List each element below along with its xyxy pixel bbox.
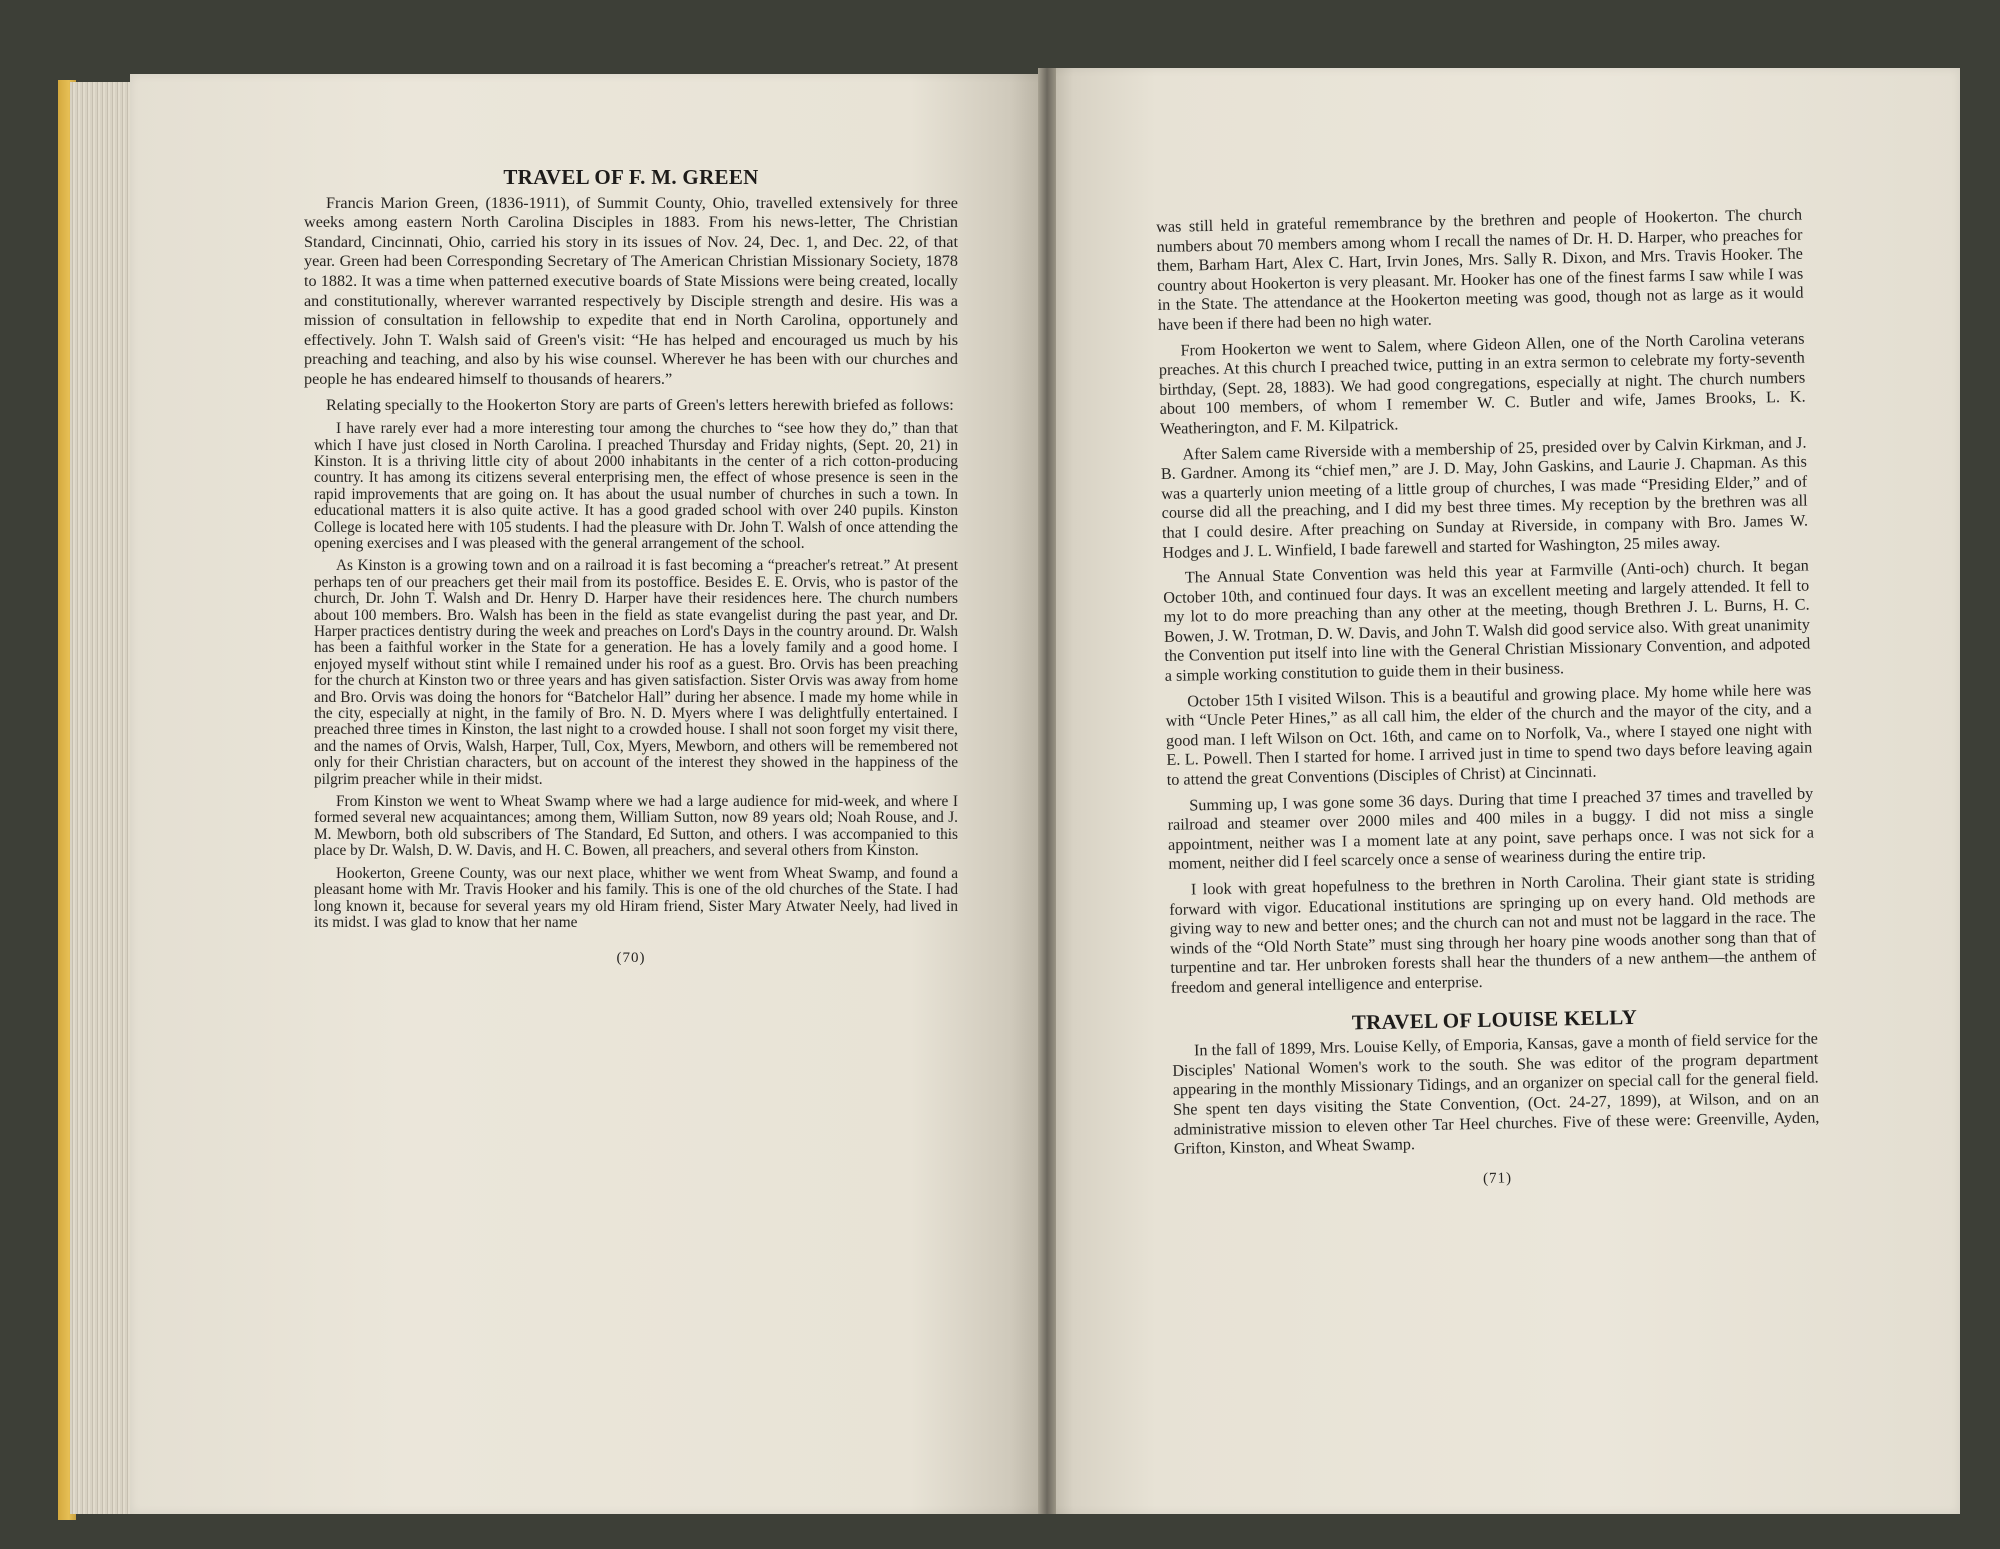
body-paragraph: Summing up, I was gone some 36 days. During that time I preached 37 times and travelled by railroad and steamer over 2000 miles and 400 miles in a buggy. I did not miss a single appointment, neither was I a moment late at any point, save perhaps once. I was not sick for a moment, neither did I feel scarcely once a sense of weariness during the entire trip. [1167, 784, 1815, 874]
intro-paragraph: Relating specially to the Hookerton Story are parts of Green's letters herewith briefed as follows: [326, 395, 954, 414]
quote-paragraph: I have rarely ever had a more interesting tour among the churches to “see how they do,” than that which I have just closed in North Carolina. I preached Thursday and Friday nights, (Sept. 20, 21) in Kinston. It is a thriving little city of about 2000 inhabitants in the center of a rich cotton-producing country. It has among its citizens several enterprising men, the effect of whose presence is seen in the rapid improvements that are going on. It has about the usual number of churches in such a town. In educational matters it is also quite active. It has a good graded school with over 240 pupils. Kinston College is located here with 105 students. I had the pleasure with Dr. John T. Walsh of once attending the opening exercises and I was pleased with the general arrangement of the school. [314, 420, 958, 552]
right-page-content [1156, 206, 1821, 1196]
page-number-70: (70) [616, 950, 646, 967]
body-paragraph: I look with great hopefulness to the brethren in North Carolina. Their giant state is striding forward with vigor. Educational institutions are springing up on every hand. Old methods are giving way to new and better ones; and the church can not and must not be laggard in the race. The winds of the “Old North State” must sing through her hoary pine woods another song than that of turpentine and tar. Her unbroken forests shall hear the thunders of a new anthem—the anthem of freedom and general intelligence and enterprise. [1169, 868, 1817, 997]
kelly-article-title: TRAVEL OF LOUISE KELLY [1351, 1004, 1638, 1034]
left-page [130, 74, 1048, 1514]
left-page-content [304, 165, 958, 969]
letter-excerpt [314, 421, 958, 931]
right-page [1046, 68, 1960, 1514]
quote-paragraph: As Kinston is a growing town and on a railroad it is fast becoming a “preacher's retreat.” At present perhaps ten of our preachers get their mail from its postoffice. Besides E. E. Orvis, who is pastor of the church, Dr. John T. Walsh and Dr. Henry D. Harper have their residences here. The church numbers about 100 members. Bro. Walsh has been in the field as state evangelist during the past year, and Dr. Harper practices dentistry during the week and preaches on Lord's Days in the country around. Dr. Walsh has been a faithful worker in the State for a generation. He has a lovely family and a good home. I enjoyed myself without stint while I remained under his roof as a guest. Bro. Orvis has been preaching for the church at Kinston two or three years and has given satisfaction. Sister Orvis was away from home and Bro. Orvis was doing the honors for “Batchelor Hall” during her absence. I made my home while in the city, especially at night, in the family of Bro. N. D. Myers where I was delightfully entertained. I preached three times in Kinston, the last night to a crowded house. I shall not soon forget my visit there, and the names of Orvis, Walsh, Harper, Tull, Cox, Myers, Mewborn, and others will be remembered not only for their Christian characters, but on account of the interest they showed in the happiness of the pilgrim preacher while in their midst. [314, 557, 958, 788]
body-paragraph: After Salem came Riverside with a membership of 25, presided over by Calvin Kirkman, and J. B. Gardner. Among its “chief men,” are J. D. May, John Gaskins, and Laurie J. Chapman. As this was a quarterly union meeting of a little group of churches, I was made “Presiding Elder,” and of course did all the preaching, and I did my best three times. My reception by the brethren was all that I could desire. After preaching on Sunday at Riverside, in company with Bro. James W. Hodges and J. L. Winfield, I bade farewell and started for Washington, 25 miles away. [1160, 433, 1809, 562]
kelly-paragraph: In the fall of 1899, Mrs. Louise Kelly, of Emporia, Kansas, gave a month of field service for the Disciples' National Women's work to the south. She was editor of the program department appearing in the monthly Missionary Tidings, and an organizer on special call for the general field. She spent ten days visiting the State Convention, (Oct. 24-27, 1899), at Wilson, and on an administrative mission to eleven other Tar Heel churches. Five of these were: Greenville, Ayden, Grifton, Kinston, and Wheat Swamp. [1172, 1029, 1820, 1158]
book-gutter [1038, 68, 1056, 1514]
continued-paragraph: was still held in grateful remembrance by the brethren and people of Hookerton. The church numbers about 70 members among whom I recall the names of Dr. H. D. Harper, who preaches for them, Barham Hart, Alex C. Hart, Irvin Jones, Mrs. Sally R. Dixon, and Mrs. Travis Hooker. The country about Hookerton is very pleasant. Mr. Hooker has one of the finest farms I saw while I was in the State. The attendance at the Hookerton meeting was good, though not as large as it would have been if there had been no high water. [1156, 205, 1804, 334]
page-number-71: (71) [1482, 1170, 1513, 1187]
intro-paragraph: Francis Marion Green, (1836-1911), of Summit County, Ohio, travelled extensively for three weeks among eastern North Carolina Disciples in 1883. From his news-letter, The Christian Standard, Cincinnati, Ohio, carried his story in its issues of Nov. 24, Dec. 1, and Dec. 22, of that year. Green had been Corresponding Secretary of The American Christian Missionary Society, 1878 to 1882. It was a time when patterned executive boards of State Missions were being created, locally and constitutionally, wherever warranted respectively by Disciple strength and desire. His was a mission of consultation in fellowship to expedite that end in North Carolina, opportunely and effectively. John T. Walsh said of Green's visit: “He has helped and encouraged us much by his preaching and teaching, and also by his wise counsel. Wherever he has been with our churches and people he has endeared himself to thousands of hearers.” [304, 193, 958, 388]
quote-paragraph: From Kinston we went to Wheat Swamp where we had a large audience for mid-week, and where I formed several new acquaintances; among them, William Sutton, now 89 years old; Noah Rouse, and J. M. Mewborn, both old subscribers of The Standard, Ed Sutton, and others. I was accompanied to this place by Dr. Walsh, D. W. Davis, and H. C. Bowen, all preachers, and several others from Kinston. [314, 793, 958, 860]
body-paragraph: The Annual State Convention was held this year at Farmville (Anti-och) church. It began October 10th, and continued four days. It was an excellent meeting and largely attended. It fell to my lot to do more preaching than any other at the meeting, though Brethren J. L. Burns, H. C. Bowen, J. W. Trotman, D. W. Davis, and John T. Walsh did good service also. With great unanimity the Convention put itself into line with the General Christian Missionary Convention, and adpoted a simple working constitution to guide them in their business. [1163, 556, 1811, 685]
green-article-title: TRAVEL OF F. M. GREEN [503, 165, 759, 189]
body-paragraph: October 15th I visited Wilson. This is a beautiful and growing place. My home while here was with “Uncle Peter Hines,” as all call him, the elder of the church and the mayor of the city, and a good man. I left Wilson on Oct. 16th, and came on to Norfolk, Va., where I stayed one night with E. L. Powell. Then I started for home. I arrived just in time to spend two days before leaving again to attend the great Conventions (Disciples of Christ) at Cincinnati. [1165, 680, 1813, 789]
body-paragraph: From Hookerton we went to Salem, where Gideon Allen, one of the North Carolina veterans preaches. At this church I preached twice, putting in an extra sermon to celebrate my forty-seventh birthday, (Sept. 28, 1883). We had good congregations, especially at night. The church numbers about 100 members, of whom I remember W. C. Butler and wife, James Brooks, L. K. Weatherington, and F. M. Kilpatrick. [1158, 329, 1806, 438]
quote-paragraph: Hookerton, Greene County, was our next place, whither we went from Wheat Swamp, and found a pleasant home with Mr. Travis Hooker and his family. This is one of the old churches of the State. I had long known it, because for several years my old Hiram friend, Sister Mary Atwater Neely, had lived in its midst. I was glad to know that her name [314, 864, 958, 931]
